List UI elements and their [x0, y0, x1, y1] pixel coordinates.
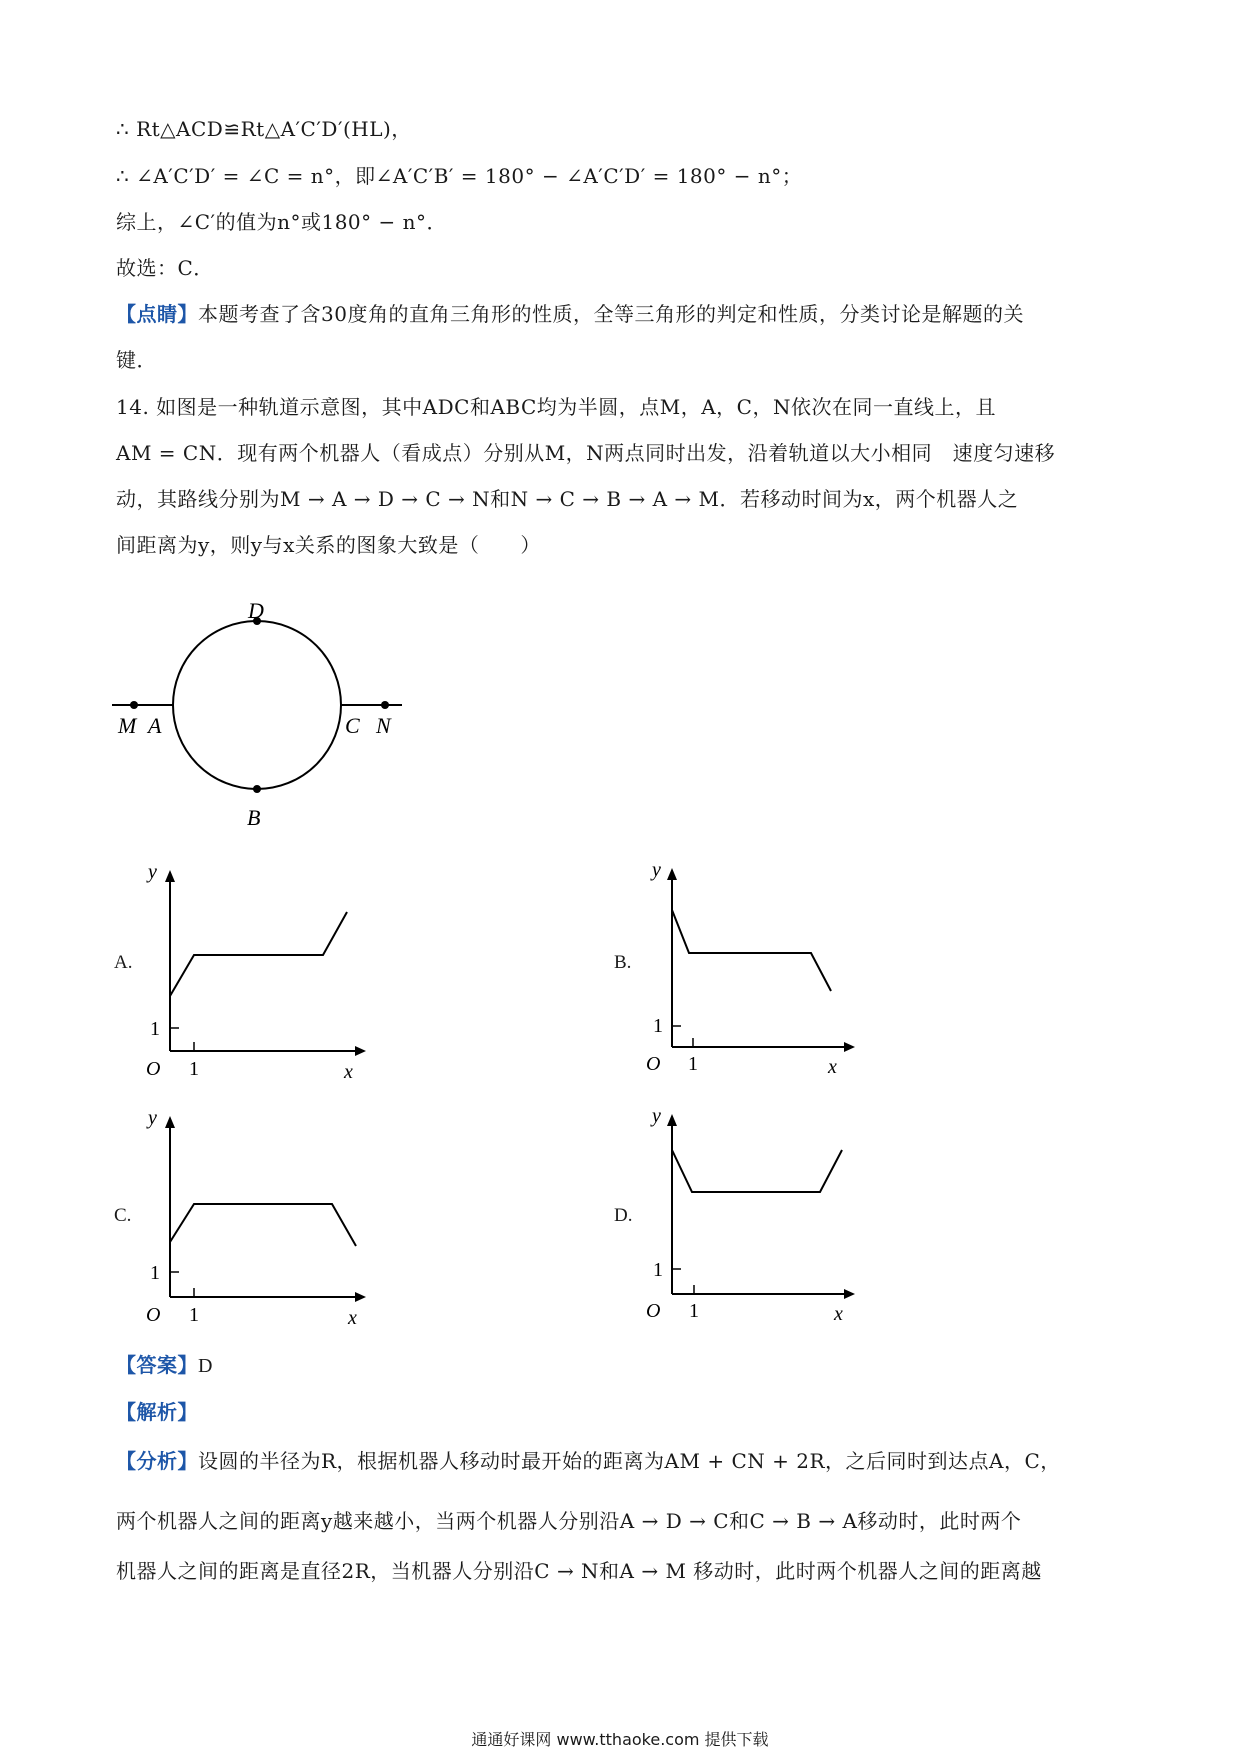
fenxi-label: 【分析】 [116, 1449, 198, 1473]
dianjing-label: 【点睛】 [116, 302, 198, 326]
proof-line-4: 故选：C． [116, 256, 214, 280]
track-diagram [100, 600, 420, 840]
label-b: B [247, 805, 261, 830]
y-axis-label: y [148, 1107, 157, 1129]
fenxi-line-1 [116, 1445, 1061, 1474]
origin-label: O [646, 1053, 661, 1075]
question-line-3: 动，其路线分别为M → A → D → C → N和N → C → B → A → M．若移动时间为x，两个机器人之 [116, 487, 1019, 511]
fenxi-text-1: 设圆的半径为R，根据机器人移动时最开始的距离为AM + CN + 2R，之后同时到达点A，C， [198, 1449, 1061, 1473]
question-line-2: AM = CN．现有两个机器人（看成点）分别从M，N两点同时出发，沿着轨道以大小相同 速度匀速移 [116, 441, 1056, 465]
dianjing-text: 本题考查了含30度角的直角三角形的性质，全等三角形的判定和性质，分类讨论是解题的关 [198, 302, 1024, 326]
fenxi-line-2: 两个机器人之间的距离y越来越小，当两个机器人分别沿A → D → C和C → B → A移动时，此时两个 [116, 1509, 1022, 1533]
page-footer: 通通好课网 www.tthaoke.com 提供下载 [471, 1730, 769, 1749]
y-axis-label: y [148, 861, 157, 883]
x-one-label: 1 [189, 1058, 199, 1080]
option-a-graph [140, 860, 370, 1080]
y-axis-label: y [652, 859, 661, 881]
x-axis-label: x [348, 1307, 357, 1326]
jiexi-line [116, 1396, 198, 1425]
origin-label: O [146, 1304, 161, 1326]
label-c: C [345, 713, 360, 738]
x-one-label: 1 [688, 1053, 698, 1075]
label-a: A [148, 713, 162, 738]
origin-label: O [646, 1300, 661, 1322]
label-d: D [248, 600, 264, 623]
dianjing-line [116, 298, 1024, 327]
proof-line-1: ∴ Rt△ACD≌Rt△A′C′D′(HL)， [116, 117, 412, 141]
x-one-label: 1 [189, 1304, 199, 1326]
fenxi-line-3: 机器人之间的距离是直径2R，当机器人分别沿C → N和A → M 移动时，此时两个机器人之间的距离越 [116, 1559, 1042, 1583]
y-one-label: 1 [150, 1018, 160, 1040]
x-axis-label: x [828, 1056, 837, 1078]
y-one-label: 1 [653, 1015, 663, 1037]
question-line-1: 14. 如图是一种轨道示意图，其中ADC和ABC均为半圆，点M，A，C，N依次在同一直线上，且 [116, 395, 996, 419]
label-n: N [376, 713, 391, 738]
answer-line [116, 1349, 213, 1378]
point-n-dot [381, 701, 389, 709]
option-b-curve [672, 910, 831, 991]
x-one-label: 1 [689, 1300, 699, 1322]
option-a-curve [170, 912, 347, 996]
track-circle [173, 621, 341, 789]
option-c-graph [140, 1106, 370, 1326]
label-m: M [118, 713, 137, 738]
origin-label: O [146, 1058, 161, 1080]
dianjing-line-2: 键． [116, 348, 157, 372]
point-m-dot [130, 701, 138, 709]
point-b-dot [253, 785, 261, 793]
jiexi-label: 【解析】 [116, 1400, 198, 1424]
proof-line-3: 综上，∠C′的值为n°或180° − n°． [116, 210, 448, 234]
y-axis-label: y [652, 1105, 661, 1127]
answer-label: 【答案】 [116, 1353, 198, 1377]
question-line-4: 间距离为y，则y与x关系的图象大致是（ ） [116, 533, 541, 557]
option-d-graph [644, 1104, 874, 1324]
y-one-label: 1 [150, 1262, 160, 1284]
option-b-graph [644, 858, 874, 1078]
option-d-label: D. [614, 1205, 633, 1226]
proof-line-2: ∴ ∠A′C′D′ = ∠C = n°，即∠A′C′B′ = 180° − ∠A′C′D′ = 180° − n°； [116, 164, 803, 188]
x-axis-label: x [834, 1303, 843, 1324]
y-one-label: 1 [653, 1259, 663, 1281]
answer-value: D [198, 1355, 213, 1377]
option-b-label: B. [614, 952, 632, 973]
x-axis-label: x [344, 1061, 353, 1080]
option-c-label: C. [114, 1205, 132, 1226]
option-a-label: A. [114, 952, 133, 973]
option-d-curve [672, 1150, 842, 1192]
option-c-curve [170, 1204, 356, 1246]
